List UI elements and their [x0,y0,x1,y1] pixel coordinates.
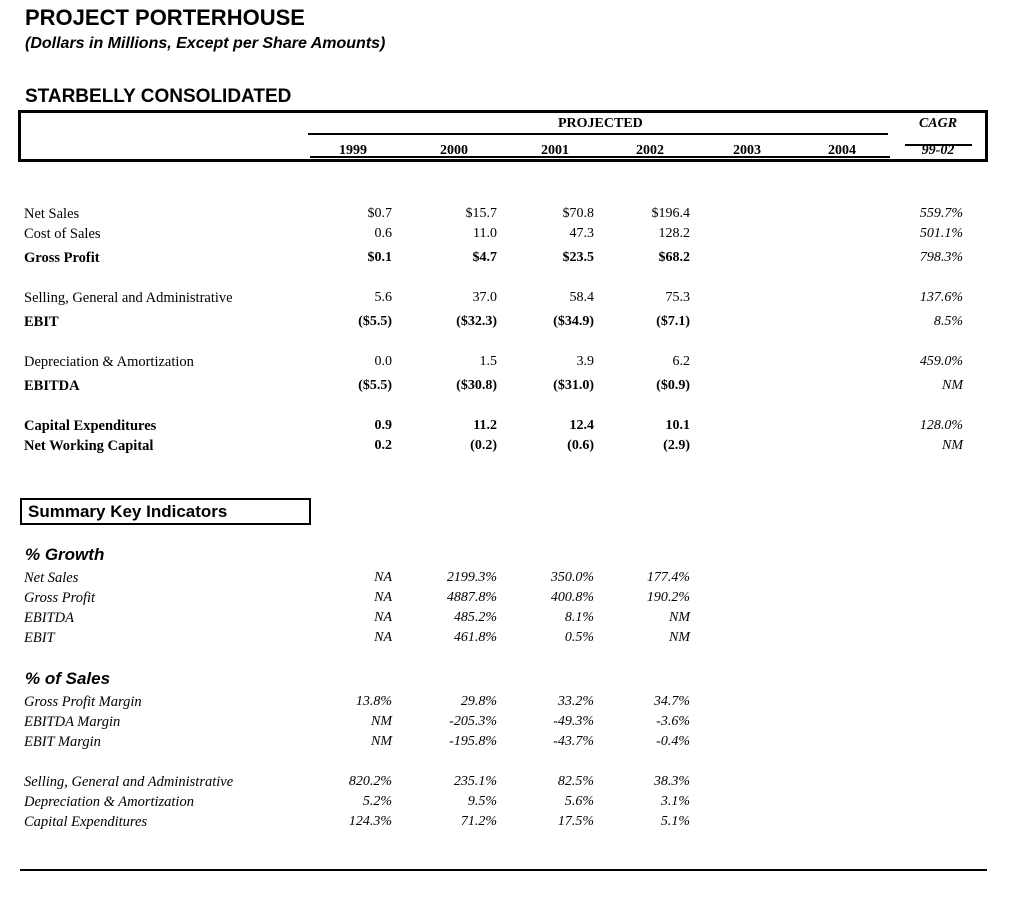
cagr-cell: 559.7% [919,206,963,221]
table-cell: 235.1% [453,774,497,789]
row-label: Gross Profit [24,250,100,266]
table-cell: -195.8% [449,734,497,749]
table-cell: 124.3% [348,814,392,829]
table-cell: 13.8% [355,694,392,709]
table-cell: ($31.0) [553,378,594,393]
section-title: STARBELLY CONSOLIDATED [25,86,292,107]
row-label: Capital Expenditures [24,418,157,434]
year-header: 2000 [440,143,468,158]
row-label: Selling, General and Administrative [24,290,233,306]
cagr-cell: 8.5% [933,314,963,329]
table-cell: $4.7 [472,250,497,265]
document-subtitle: (Dollars in Millions, Except per Share Amounts) [25,35,386,52]
table-cell: $0.7 [367,206,392,221]
table-cell: $15.7 [465,206,497,221]
table-cell: 0.2 [374,438,392,453]
cagr-cell: 798.3% [919,250,963,265]
table-cell: 38.3% [653,774,690,789]
table-cell: 190.2% [646,590,690,605]
table-cell: 3.1% [660,794,690,809]
table-cell: 820.2% [348,774,392,789]
table-cell: ($32.3) [456,314,497,329]
cagr-cell: NM [942,438,963,453]
table-cell: 461.8% [453,630,497,645]
header-bottom-rule [310,156,890,158]
table-cell: 37.0 [472,290,497,305]
row-label: Net Working Capital [24,438,154,454]
table-cell: -205.3% [449,714,497,729]
table-cell: 6.2 [672,354,690,369]
year-header: 1999 [339,143,367,158]
table-cell: 8.1% [564,610,594,625]
table-cell: 11.0 [473,226,497,241]
year-header: 2004 [828,143,856,158]
table-cell: 0.0 [374,354,392,369]
table-cell: 5.6% [564,794,594,809]
table-cell: $68.2 [658,250,690,265]
table-cell: (0.2) [470,438,497,453]
table-cell: NM [371,714,392,729]
row-label: EBIT [24,630,55,646]
table-cell: (0.6) [567,438,594,453]
table-cell: -49.3% [553,714,594,729]
year-header: 2003 [733,143,761,158]
table-cell: 5.1% [660,814,690,829]
cagr-cell: 501.1% [919,226,963,241]
table-cell: 9.5% [467,794,497,809]
table-cell: NM [669,610,690,625]
row-label: EBITDA [24,610,74,626]
document-title: PROJECT PORTERHOUSE [25,5,305,30]
table-cell: 0.9 [374,418,392,433]
table-cell: 33.2% [557,694,594,709]
table-cell: 34.7% [653,694,690,709]
sales-section-title: % of Sales [25,669,111,688]
table-cell: 0.6 [374,226,392,241]
table-cell: NM [669,630,690,645]
table-cell: 5.6 [374,290,392,305]
table-cell: 17.5% [557,814,594,829]
table-cell: 4887.8% [446,590,497,605]
row-label: Depreciation & Amortization [24,794,194,810]
row-label: Cost of Sales [24,226,101,242]
table-cell: 71.2% [460,814,497,829]
table-cell: ($0.9) [656,378,690,393]
table-cell: $23.5 [562,250,594,265]
row-label: Depreciation & Amortization [24,354,194,370]
table-cell: $70.8 [562,206,594,221]
table-cell: 58.4 [569,290,594,305]
row-label: EBITDA Margin [24,714,121,730]
table-cell: 12.4 [569,418,594,433]
table-cell: ($5.5) [358,378,392,393]
row-label: EBIT Margin [24,734,101,750]
table-cell: 350.0% [550,570,594,585]
table-cell: -0.4% [656,734,690,749]
projected-label: PROJECTED [558,116,643,131]
table-cell: -43.7% [553,734,594,749]
table-cell: 75.3 [665,290,690,305]
row-label: EBIT [24,314,59,330]
row-label: Net Sales [24,570,79,586]
cagr-cell: 128.0% [919,418,963,433]
table-cell: 10.1 [665,418,690,433]
growth-section-title: % Growth [25,545,105,564]
cagr-range: 99-02 [921,143,955,158]
table-cell: 1.5 [479,354,497,369]
table-cell: 5.2% [362,794,392,809]
year-header: 2001 [541,143,569,158]
cagr-cell: 459.0% [919,354,963,369]
table-cell: ($7.1) [656,314,690,329]
table-cell: 2199.3% [446,570,497,585]
row-label: EBITDA [24,378,80,394]
header-top-rule [308,133,888,135]
table-cell: ($34.9) [553,314,594,329]
row-label: Capital Expenditures [24,814,148,830]
table-cell: (2.9) [663,438,690,453]
table-cell: 400.8% [550,590,594,605]
row-label: Net Sales [24,206,80,222]
table-cell: 485.2% [453,610,497,625]
summary-key-indicators-box: Summary Key Indicators [20,498,311,525]
table-cell: 11.2 [473,418,497,433]
row-label: Gross Profit Margin [24,694,142,710]
table-cell: $0.1 [367,250,392,265]
table-cell: 177.4% [646,570,690,585]
table-cell: 82.5% [557,774,594,789]
year-header: 2002 [636,143,664,158]
table-cell: 3.9 [576,354,594,369]
table-cell: $196.4 [651,206,690,221]
table-cell: NA [374,570,392,585]
table-cell: 128.2 [658,226,690,241]
table-cell: NA [374,590,392,605]
row-label: Selling, General and Administrative [24,774,234,790]
table-cell: ($5.5) [358,314,392,329]
cagr-cell: NM [942,378,963,393]
table-cell: 0.5% [564,630,594,645]
table-cell: NA [374,610,392,625]
cagr-cell: 137.6% [919,290,963,305]
table-cell: NM [371,734,392,749]
table-cell: 29.8% [460,694,497,709]
table-cell: 47.3 [569,226,594,241]
table-cell: NA [374,630,392,645]
cagr-label: CAGR [918,116,958,131]
table-cell: ($30.8) [456,378,497,393]
bottom-rule [20,869,987,871]
table-cell: -3.6% [656,714,690,729]
row-label: Gross Profit [24,590,96,606]
